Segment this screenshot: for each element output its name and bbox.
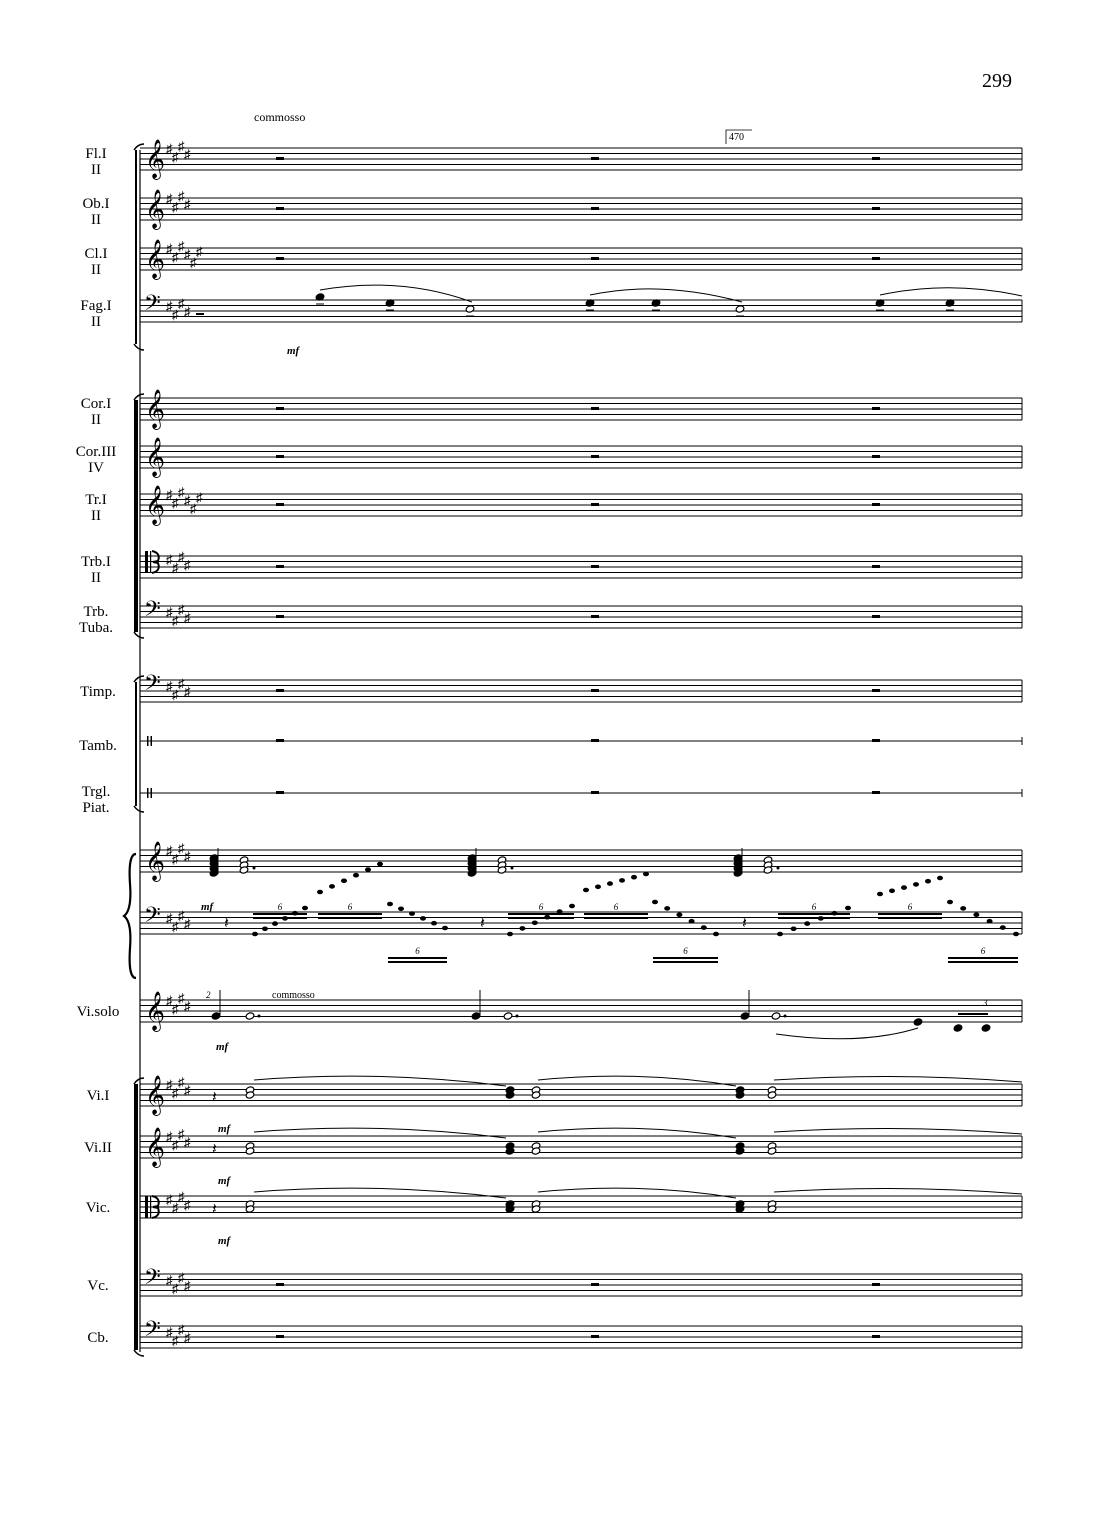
instrument-name: Cb. [87, 1330, 109, 1346]
sharp-icon: ♯ [184, 557, 191, 573]
sharp-icon: ♯ [166, 487, 173, 502]
half-rest [872, 615, 880, 618]
sharp-icon: ♯ [184, 998, 191, 1014]
dynamic-mf: mf [216, 1041, 229, 1053]
arpeggio-note [889, 889, 895, 894]
dynamic-mf: mf [287, 345, 300, 357]
treble-clef-icon: 𝄞 [145, 1077, 166, 1114]
sharp-icon: ♯ [190, 500, 197, 516]
half-rest [591, 739, 599, 742]
arpeggio-note [341, 879, 347, 884]
quarter-rest-icon: 𝄽 [212, 1089, 217, 1106]
staff-pno_r [140, 850, 1022, 872]
percussion-bracket [134, 676, 144, 682]
sharp-icon: ♯ [172, 1137, 179, 1153]
dot [511, 867, 514, 870]
sharp-icon: ♯ [178, 138, 185, 154]
sharp-icon: ♯ [178, 295, 185, 311]
half-rest [872, 565, 880, 568]
half-rest [591, 791, 599, 794]
note-head [211, 1012, 221, 1020]
sharp-icon: ♯ [184, 916, 191, 931]
sharp-icon: ♯ [166, 1324, 173, 1340]
half-rest [276, 1283, 284, 1286]
half-rest [591, 157, 599, 160]
note-head [771, 1012, 781, 1020]
quarter-rest-icon: 𝄽 [212, 1141, 217, 1158]
staff-tr [140, 494, 1022, 516]
treble-clef-icon: 𝄞 [145, 241, 166, 278]
instrument-name: II [91, 508, 101, 524]
brass-bracket [134, 632, 144, 638]
tuplet-number: 6 [683, 946, 688, 956]
half-rest [591, 565, 599, 568]
c-clef-icon [145, 1196, 148, 1218]
instrument-name: Timp. [80, 684, 116, 700]
instrument-name: Vi.II [84, 1140, 112, 1156]
dot [258, 1015, 261, 1018]
staff-vc [140, 1274, 1022, 1296]
instrument-name: II [91, 212, 101, 228]
arpeggio-note [652, 900, 658, 905]
staff-cl [140, 248, 1022, 270]
percussion-clef-icon [151, 736, 153, 746]
arpeggio-note [913, 882, 919, 887]
instrument-name: II [91, 314, 101, 330]
dot [253, 867, 256, 870]
staff-tamb [140, 736, 1022, 746]
half-rest [276, 503, 284, 506]
arpeggio-note [409, 911, 415, 916]
sharp-icon: ♯ [184, 1082, 191, 1098]
instrument-name: II [91, 262, 101, 278]
arpeggio-note [713, 932, 719, 937]
sharp-icon: ♯ [178, 840, 185, 856]
quarter-rest-icon: 𝄽 [224, 915, 229, 932]
arpeggio-note [595, 885, 601, 890]
instrument-name: IV [88, 460, 104, 476]
instrument-name: Trb. [83, 604, 109, 620]
staff-cor3 [140, 446, 1022, 468]
tuplet-number: 6 [907, 902, 913, 912]
dynamic-mf: mf [218, 1123, 231, 1135]
percussion-clef-icon [147, 736, 149, 746]
arpeggio-note [937, 876, 943, 881]
staff-timp [140, 680, 1022, 702]
sharp-icon: ♯ [184, 1278, 191, 1293]
tuplet-number: 6 [277, 902, 283, 912]
dynamic-mf: mf [218, 1175, 231, 1187]
arpeggio-note [777, 932, 783, 937]
arpeggio-note [664, 906, 670, 911]
sharp-icon: ♯ [184, 848, 191, 864]
sharp-icon: ♯ [166, 141, 173, 156]
sharp-icon: ♯ [172, 612, 179, 628]
arpeggio-note [791, 927, 797, 932]
staff-trb1 [140, 551, 1022, 578]
treble-clef-icon: 𝄞 [145, 487, 166, 524]
note-head [981, 1024, 991, 1032]
bass-clef-icon: 𝄢 [144, 291, 161, 320]
arpeggio-note [960, 906, 966, 911]
c-clef-icon [152, 551, 159, 573]
staff-vi1 [140, 1084, 1022, 1106]
tuplet-number: 6 [613, 902, 619, 912]
bass-clef-icon: 𝄢 [144, 1317, 161, 1346]
half-rest [196, 313, 204, 315]
tuplet-number: 6 [811, 902, 817, 912]
arpeggio-note [925, 879, 931, 884]
arpeggio-note [701, 925, 707, 930]
sharp-icon: ♯ [166, 551, 173, 567]
half-rest [872, 257, 880, 260]
woodwind-bracket [134, 344, 144, 350]
staff-fl [140, 148, 1022, 170]
sharp-icon: ♯ [184, 492, 191, 508]
tempo-marking-top: commosso [254, 110, 306, 124]
arpeggio-note [377, 862, 383, 867]
bass-clef-icon: 𝄢 [144, 597, 161, 626]
sharp-icon: ♯ [178, 484, 185, 500]
woodwind-bracket [134, 144, 144, 150]
tuplet-number: 3 [983, 998, 988, 1008]
slur [254, 1076, 506, 1086]
half-rest [872, 407, 880, 410]
arpeggio-note [387, 902, 393, 907]
half-rest [591, 257, 599, 260]
treble-clef-icon: 𝄞 [145, 391, 166, 428]
sharp-icon: ♯ [172, 149, 179, 165]
sharp-icon: ♯ [166, 1129, 173, 1144]
arpeggio-note [877, 892, 883, 897]
sharp-icon: ♯ [172, 851, 179, 867]
arpeggio-note [272, 921, 278, 926]
sharp-icon: ♯ [178, 601, 185, 617]
sharp-icon: ♯ [166, 678, 173, 694]
staff-vic [140, 1196, 1022, 1218]
half-rest [591, 1335, 599, 1338]
half-rest [276, 615, 284, 618]
arpeggio-note [643, 872, 649, 877]
treble-clef-icon: 𝄞 [145, 993, 166, 1030]
staff-ob [140, 198, 1022, 220]
sharp-icon: ♯ [178, 1126, 185, 1142]
sharp-icon: ♯ [196, 243, 203, 259]
bass-clef-icon: 𝄢 [144, 903, 161, 932]
instrument-name: Cl.I [84, 246, 108, 262]
piano-brace-icon [124, 854, 136, 978]
treble-clef-icon: 𝄞 [145, 843, 166, 880]
measure-number: 470 [729, 132, 744, 143]
sharp-icon: ♯ [178, 675, 185, 691]
dot [777, 867, 780, 870]
percussion-bracket [134, 806, 144, 812]
slur [776, 1028, 918, 1039]
sharp-icon: ♯ [178, 1269, 185, 1285]
slur [538, 1128, 736, 1138]
arpeggio-note [442, 926, 448, 931]
sharp-icon: ♯ [172, 495, 179, 511]
arpeggio-note [532, 921, 538, 926]
dot [784, 1015, 787, 1018]
slur [774, 1128, 1022, 1134]
arpeggio-note [329, 884, 335, 889]
arpeggio-note [1013, 932, 1019, 937]
dynamic-mf: mf [201, 901, 214, 913]
note-head [740, 1012, 750, 1020]
page-number: 299 [982, 70, 1012, 92]
instrument-name: Vi.I [86, 1088, 110, 1104]
treble-clef-icon: 𝄞 [145, 439, 166, 476]
instrument-name: Tamb. [79, 738, 117, 754]
fingering-number: 2 [206, 990, 211, 1000]
sharp-icon: ♯ [172, 560, 179, 575]
half-rest [872, 1283, 880, 1286]
instrument-name: Ob.I [82, 196, 110, 212]
sharp-icon: ♯ [172, 306, 179, 322]
arpeggio-note [845, 906, 851, 911]
tuplet-number: 6 [415, 946, 420, 956]
sharp-icon: ♯ [172, 1001, 179, 1017]
treble-clef-icon: 𝄞 [145, 191, 166, 228]
arpeggio-note [607, 881, 613, 886]
arpeggio-note [1000, 925, 1006, 930]
half-rest [276, 739, 284, 742]
arpeggio-note [583, 888, 589, 893]
bass-clef-icon: 𝄢 [144, 671, 161, 700]
sharp-icon: ♯ [172, 1085, 179, 1101]
staff-vi2 [140, 1136, 1022, 1158]
sharp-icon: ♯ [178, 907, 185, 923]
slur [880, 288, 1022, 296]
half-rest [872, 455, 880, 458]
instrument-name: II [91, 162, 101, 178]
arpeggio-note [398, 907, 404, 912]
arpeggio-note [365, 867, 371, 872]
sharp-icon: ♯ [166, 843, 173, 858]
sharp-icon: ♯ [166, 910, 173, 926]
percussion-clef-icon [147, 788, 149, 798]
half-rest [591, 615, 599, 618]
dot [516, 1015, 519, 1018]
half-rest [872, 157, 880, 160]
sharp-icon: ♯ [166, 1272, 173, 1288]
instrument-name: Piat. [82, 800, 110, 816]
arpeggio-note [420, 916, 426, 921]
sharp-icon: ♯ [172, 199, 179, 215]
slur [774, 1188, 1022, 1194]
quarter-rest-icon: 𝄽 [742, 915, 747, 932]
percussion-clef-icon [151, 788, 153, 798]
tempo-marking-solo: commosso [272, 990, 315, 1001]
c-clef-icon [152, 1196, 159, 1218]
arpeggio-note [252, 932, 258, 937]
instrument-name: Trgl. [81, 784, 111, 800]
sharp-icon: ♯ [184, 610, 191, 625]
staff-cor1 [140, 398, 1022, 420]
staff-fag [140, 300, 1022, 322]
tuplet-number: 6 [980, 946, 986, 956]
arpeggio-note [676, 913, 682, 918]
sharp-icon: ♯ [190, 254, 197, 270]
sharp-icon: ♯ [166, 993, 173, 1008]
sharp-icon: ♯ [184, 146, 191, 162]
note-head [471, 1012, 481, 1020]
sharp-icon: ♯ [166, 241, 173, 256]
c-clef-icon [150, 551, 151, 573]
sharp-icon: ♯ [196, 489, 203, 505]
arpeggio-note [317, 890, 323, 895]
half-rest [872, 739, 880, 742]
half-rest [276, 455, 284, 458]
sharp-icon: ♯ [184, 1330, 191, 1345]
half-rest [591, 407, 599, 410]
arpeggio-note [973, 913, 979, 918]
slur [320, 285, 472, 302]
half-rest [276, 157, 284, 160]
sharp-icon: ♯ [178, 990, 185, 1006]
staff-cb [140, 1326, 1022, 1348]
half-rest [276, 565, 284, 568]
half-rest [872, 1335, 880, 1338]
sharp-icon: ♯ [184, 196, 191, 212]
arpeggio-note [987, 919, 993, 924]
instrument-name: Tuba. [78, 620, 114, 636]
half-rest [872, 503, 880, 506]
sharp-icon: ♯ [166, 1191, 173, 1207]
bass-clef-icon: 𝄢 [144, 1265, 161, 1294]
half-rest [276, 1335, 284, 1338]
arpeggio-note [353, 873, 359, 878]
slur [254, 1128, 506, 1138]
half-rest [591, 455, 599, 458]
note-head [245, 1012, 255, 1020]
instrument-name: Tr.I [85, 492, 107, 508]
arpeggio-note [262, 927, 268, 932]
sharp-icon: ♯ [166, 298, 173, 314]
half-rest [872, 791, 880, 794]
sharp-icon: ♯ [178, 1321, 185, 1337]
c-clef-icon [145, 551, 148, 573]
half-rest [872, 689, 880, 692]
sharp-icon: ♯ [184, 246, 191, 262]
sharp-icon: ♯ [172, 686, 179, 702]
sharp-icon: ♯ [166, 1077, 173, 1092]
sharp-icon: ♯ [178, 1189, 185, 1204]
sharp-icon: ♯ [172, 918, 179, 934]
half-rest [276, 407, 284, 410]
sharp-icon: ♯ [178, 188, 185, 204]
instrument-name: II [91, 412, 101, 428]
sharp-icon: ♯ [184, 684, 191, 699]
instrument-name: Cor.III [75, 444, 117, 460]
arpeggio-note [519, 926, 525, 931]
treble-clef-icon: 𝄞 [145, 1129, 166, 1166]
arpeggio-note [947, 900, 953, 905]
arpeggio-note [507, 932, 513, 937]
instrument-name: Vi.solo [76, 1004, 120, 1020]
sharp-icon: ♯ [166, 604, 173, 620]
quarter-rest-icon: 𝄽 [480, 915, 485, 932]
half-rest [276, 257, 284, 260]
instrument-name: Fag.I [80, 298, 112, 314]
note-head [735, 305, 745, 313]
instrument-name: Cor.I [80, 396, 112, 412]
half-rest [276, 689, 284, 692]
sharp-icon: ♯ [166, 191, 173, 206]
sharp-icon: ♯ [172, 1332, 179, 1348]
arpeggio-note [619, 878, 625, 883]
strings-bracket [134, 1078, 144, 1084]
half-rest [591, 1283, 599, 1286]
staff-vsolo [140, 1000, 1022, 1022]
half-rest [591, 689, 599, 692]
note-head [465, 305, 475, 313]
sharp-icon: ♯ [184, 1197, 191, 1213]
instrument-name: Fl.I [85, 146, 107, 162]
arpeggio-note [804, 921, 810, 926]
instrument-name: II [91, 570, 101, 586]
brass-bracket [134, 394, 144, 400]
arpeggio-note [302, 906, 308, 911]
sharp-icon: ♯ [184, 304, 191, 319]
arpeggio-note [901, 885, 907, 890]
staff-trgl [140, 788, 1022, 798]
dynamic-mf: mf [218, 1235, 231, 1247]
treble-clef-icon: 𝄞 [145, 141, 166, 178]
sharp-icon: ♯ [184, 1134, 191, 1150]
arpeggio-note [569, 904, 575, 909]
quarter-rest-icon: 𝄽 [212, 1201, 217, 1218]
tuplet-number: 6 [347, 902, 353, 912]
tuplet-number: 6 [538, 902, 544, 912]
strings-bracket [134, 1350, 144, 1356]
instrument-name: Vic. [85, 1200, 111, 1216]
half-rest [276, 791, 284, 794]
half-rest [591, 207, 599, 210]
slur [538, 1188, 736, 1198]
slur [254, 1188, 506, 1198]
arpeggio-note [631, 875, 637, 880]
c-clef-icon [150, 1196, 151, 1218]
slur [538, 1076, 736, 1086]
note-head [913, 1018, 923, 1026]
arpeggio-note [431, 921, 437, 926]
sharp-icon: ♯ [172, 249, 179, 265]
note-head [953, 1024, 963, 1032]
sharp-icon: ♯ [178, 238, 185, 254]
staff-trb [140, 606, 1022, 628]
sharp-icon: ♯ [178, 1074, 185, 1090]
instrument-name: Trb.I [81, 554, 111, 570]
half-rest [872, 207, 880, 210]
instrument-name: Vc. [87, 1278, 109, 1294]
note-head [503, 1012, 513, 1020]
half-rest [591, 503, 599, 506]
sharp-icon: ♯ [172, 1280, 179, 1296]
arpeggio-note [689, 919, 695, 924]
sharp-icon: ♯ [178, 549, 185, 564]
half-rest [276, 207, 284, 210]
sharp-icon: ♯ [172, 1200, 179, 1215]
slur [774, 1076, 1022, 1082]
